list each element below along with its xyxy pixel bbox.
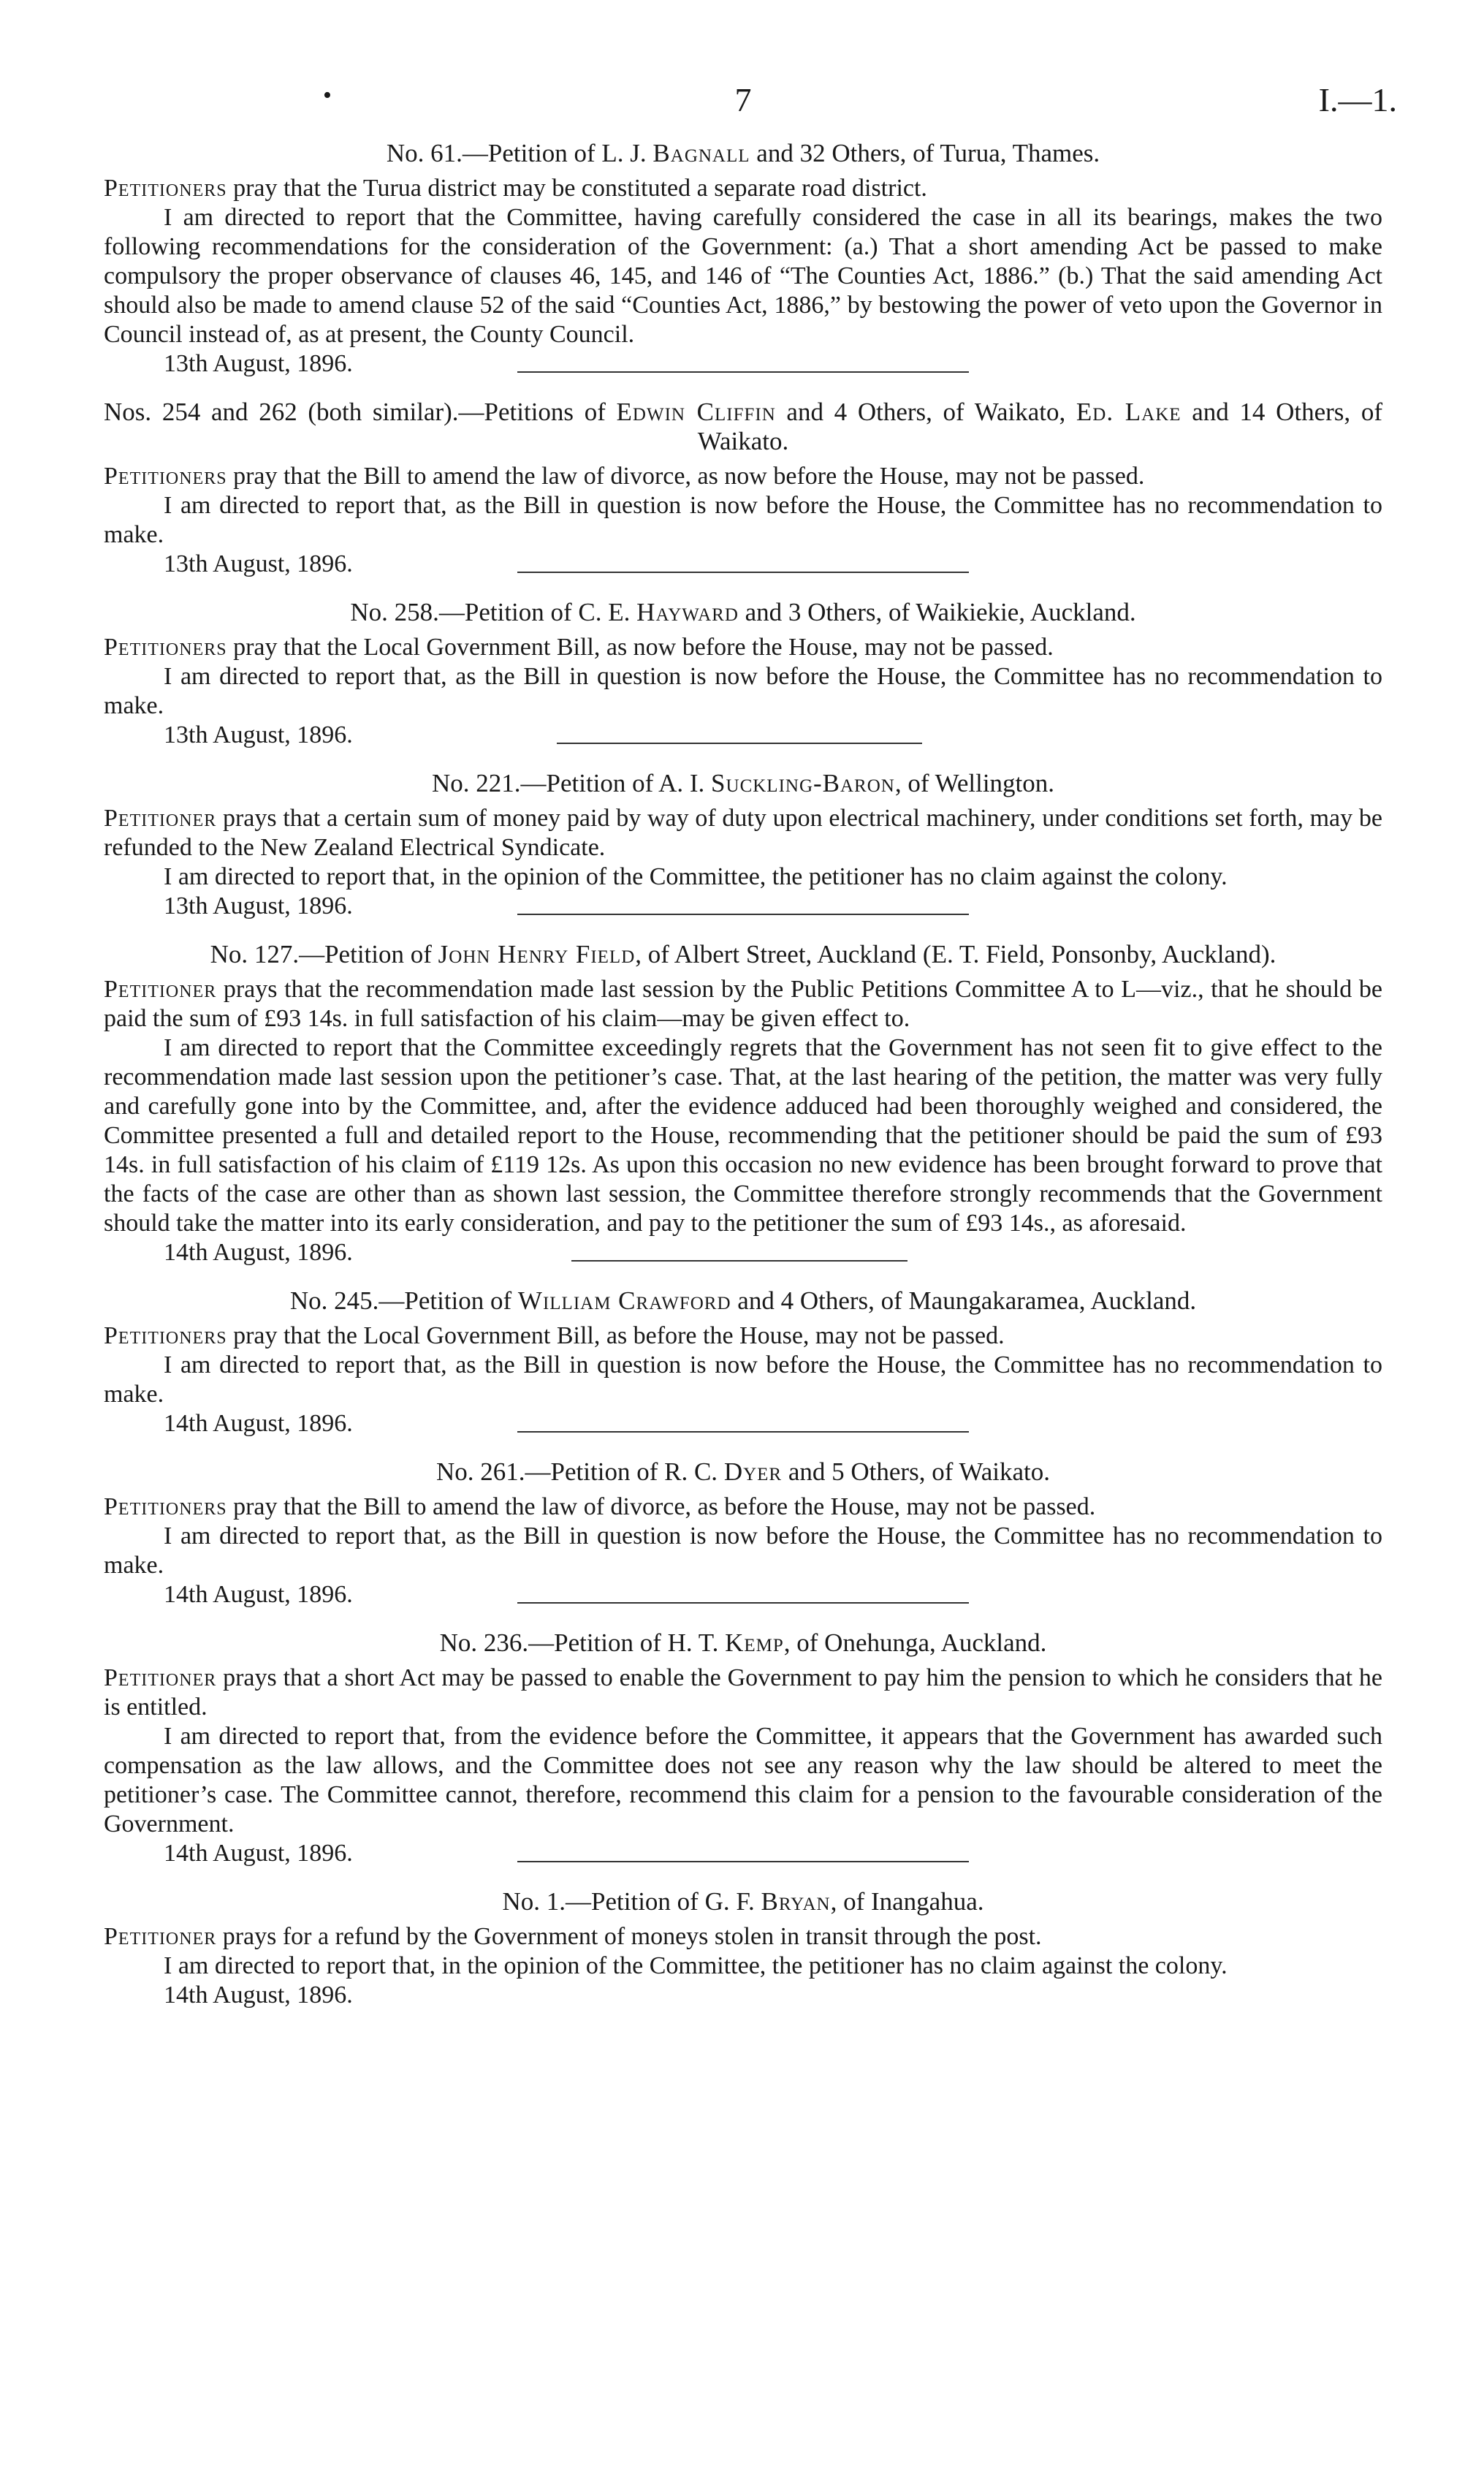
section-divider: [517, 371, 969, 373]
petition-prayer: Petitioners pray that the Turua district may be constituted a separate road district.: [104, 175, 927, 202]
petition-prayer: Petitioner prays for a refund by the Government of moneys stolen in transit through the post.: [104, 1923, 1042, 1950]
committee-report: I am directed to report that, in the opinion of the Committee, the petitioner has no claim against the colony.: [164, 863, 1228, 890]
page-number: 7: [734, 81, 752, 118]
report-date: 14th August, 1896.: [104, 1409, 1382, 1438]
petition-title: No. 127.—Petition of John Henry Field, of Albert Street, Auckland (E. T. Field, Ponsonby, Auckland).: [210, 940, 1276, 968]
committee-report: I am directed to report that, as the Bill in question is now before the House, the Committee has no recommendation to make.: [104, 1522, 1382, 1579]
committee-report: I am directed to report that the Committee exceedingly regrets that the Government has not seen fit to give effect to the recommendation made last session upon the petitioner’s case. That, at the last hearing of the petition, the matter was very fully and carefully gone into by the Committee, and, after the evidence adduced had been thoroughly weighed and considered, the Committee presented a full and detailed report to the House, recommending that the petitioner should be paid the sum of £93 14s. in full satisfaction of his claim of £119 12s. As upon this occasion no new evidence has been brought forward to prove that the facts of the case are other than as shown last session, the Committee therefore strongly recommends that the Government should take the matter into its early consideration, and pay to the petitioner the sum of £93 14s., as aforesaid.: [104, 1034, 1382, 1237]
committee-report: I am directed to report that, as the Bill in question is now before the House, the Committee has no recommendation to make.: [104, 663, 1382, 719]
report-date: 14th August, 1896.: [104, 1580, 1382, 1609]
petition-prayer: Petitioners pray that the Bill to amend the law of divorce, as now before the House, may not be passed.: [104, 463, 1145, 490]
petition-127: [104, 940, 1382, 1267]
section-divider: [517, 1602, 969, 1604]
committee-report: I am directed to report that the Committee, having carefully considered the case in all its bearings, makes the two following recommendations for the consideration of the Government: (a.) That a short amending Act be passed to make compulsory the proper observance of clauses 46, 145, and 146 of “The Counties Act, 1886.” (b.) That the said amending Act should also be made to amend clause 52 of the said “Counties Act, 1886,” by bestowing the power of veto upon the Governor in Council instead of, as at present, the County Council.: [104, 204, 1382, 348]
committee-report: I am directed to report that, as the Bill in question is now before the House, the Committee has no recommendation to make.: [104, 1351, 1382, 1408]
committee-report: I am directed to report that, from the evidence before the Committee, it appears that the Government has awarded such compensation as the law allows, and the Committee does not see any reason why the law should be altered to meet the petitioner’s case. The Committee cannot, therefore, recommend this claim for a pension to the favourable consideration of the Government.: [104, 1723, 1382, 1837]
section-divider: [517, 914, 969, 915]
petition-prayer: Petitioners pray that the Local Government Bill, as now before the House, may not be passed.: [104, 634, 1054, 661]
petition-title: No. 261.—Petition of R. C. Dyer and 5 Others, of Waikato.: [436, 1457, 1050, 1486]
petition-prayer: Petitioner prays that the recommendation made last session by the Public Petitions Committee A to L—viz., that he should be paid the sum of £93 14s. in full satisfaction of his claim—may be given effect to.: [104, 976, 1382, 1032]
petition-title: No. 236.—Petition of H. T. Kemp, of Onehunga, Auckland.: [439, 1628, 1047, 1657]
report-date: 13th August, 1896.: [104, 349, 1382, 379]
petition-1: [104, 1887, 1382, 2010]
committee-report: I am directed to report that, in the opinion of the Committee, the petitioner has no claim against the colony.: [164, 1952, 1228, 1979]
document-reference: I.—1.: [1318, 81, 1397, 118]
report-date: 14th August, 1896.: [104, 1238, 1382, 1267]
report-date: 14th August, 1896.: [164, 1981, 353, 2009]
document-page: [104, 80, 1397, 2010]
petition-title: No. 245.—Petition of William Crawford and 4 Others, of Maungakaramea, Auckland.: [289, 1286, 1197, 1315]
petition-prayer: Petitioners pray that the Local Government Bill, as before the House, may not be passed.: [104, 1322, 1005, 1349]
petition-prayer: Petitioners pray that the Bill to amend the law of divorce, as before the House, may not be passed.: [104, 1493, 1096, 1520]
section-divider: [557, 743, 922, 744]
report-date: 13th August, 1896.: [104, 550, 1382, 579]
report-date: 13th August, 1896.: [104, 892, 1382, 921]
petition-61: [104, 139, 1382, 379]
petition-title: No. 258.—Petition of C. E. Hayward and 3 Others, of Waikiekie, Auckland.: [350, 598, 1136, 626]
petition-221: [104, 769, 1382, 921]
petition-prayer: Petitioner prays that a short Act may be passed to enable the Government to pay him the pension to which he considers that he is entitled.: [104, 1664, 1382, 1721]
petition-title: No. 61.—Petition of L. J. Bagnall and 32 Others, of Turua, Thames.: [386, 139, 1100, 167]
petition-title: No. 1.—Petition of G. F. Bryan, of Inangahua.: [502, 1887, 984, 1916]
petition-prayer: Petitioner prays that a certain sum of money paid by way of duty upon electrical machinery, under conditions set forth, may be refunded to the New Zealand Electrical Syndicate.: [104, 805, 1382, 861]
report-date: 13th August, 1896.: [104, 721, 1382, 750]
petition-261: [104, 1457, 1382, 1609]
petition-title: No. 221.—Petition of A. I. Suckling-Baron, of Wellington.: [431, 769, 1055, 797]
petition-title: Nos. 254 and 262 (both similar).—Petitions of Edwin Cliffin and 4 Others, of Waikato, Ed. Lake and 14 Others, of Waikato.: [104, 398, 1382, 455]
section-divider: [517, 1431, 969, 1433]
section-divider: [517, 1861, 969, 1862]
header-mark: •: [323, 82, 332, 109]
petition-254-262: [104, 398, 1382, 579]
section-divider: [517, 572, 969, 573]
page-header: [104, 80, 1397, 139]
petition-258: [104, 598, 1382, 750]
section-divider: [571, 1260, 907, 1262]
petition-245: [104, 1286, 1382, 1438]
committee-report: I am directed to report that, as the Bill in question is now before the House, the Committee has no recommendation to make.: [104, 492, 1382, 548]
report-date: 14th August, 1896.: [104, 1839, 1382, 1868]
petition-236: [104, 1628, 1382, 1868]
